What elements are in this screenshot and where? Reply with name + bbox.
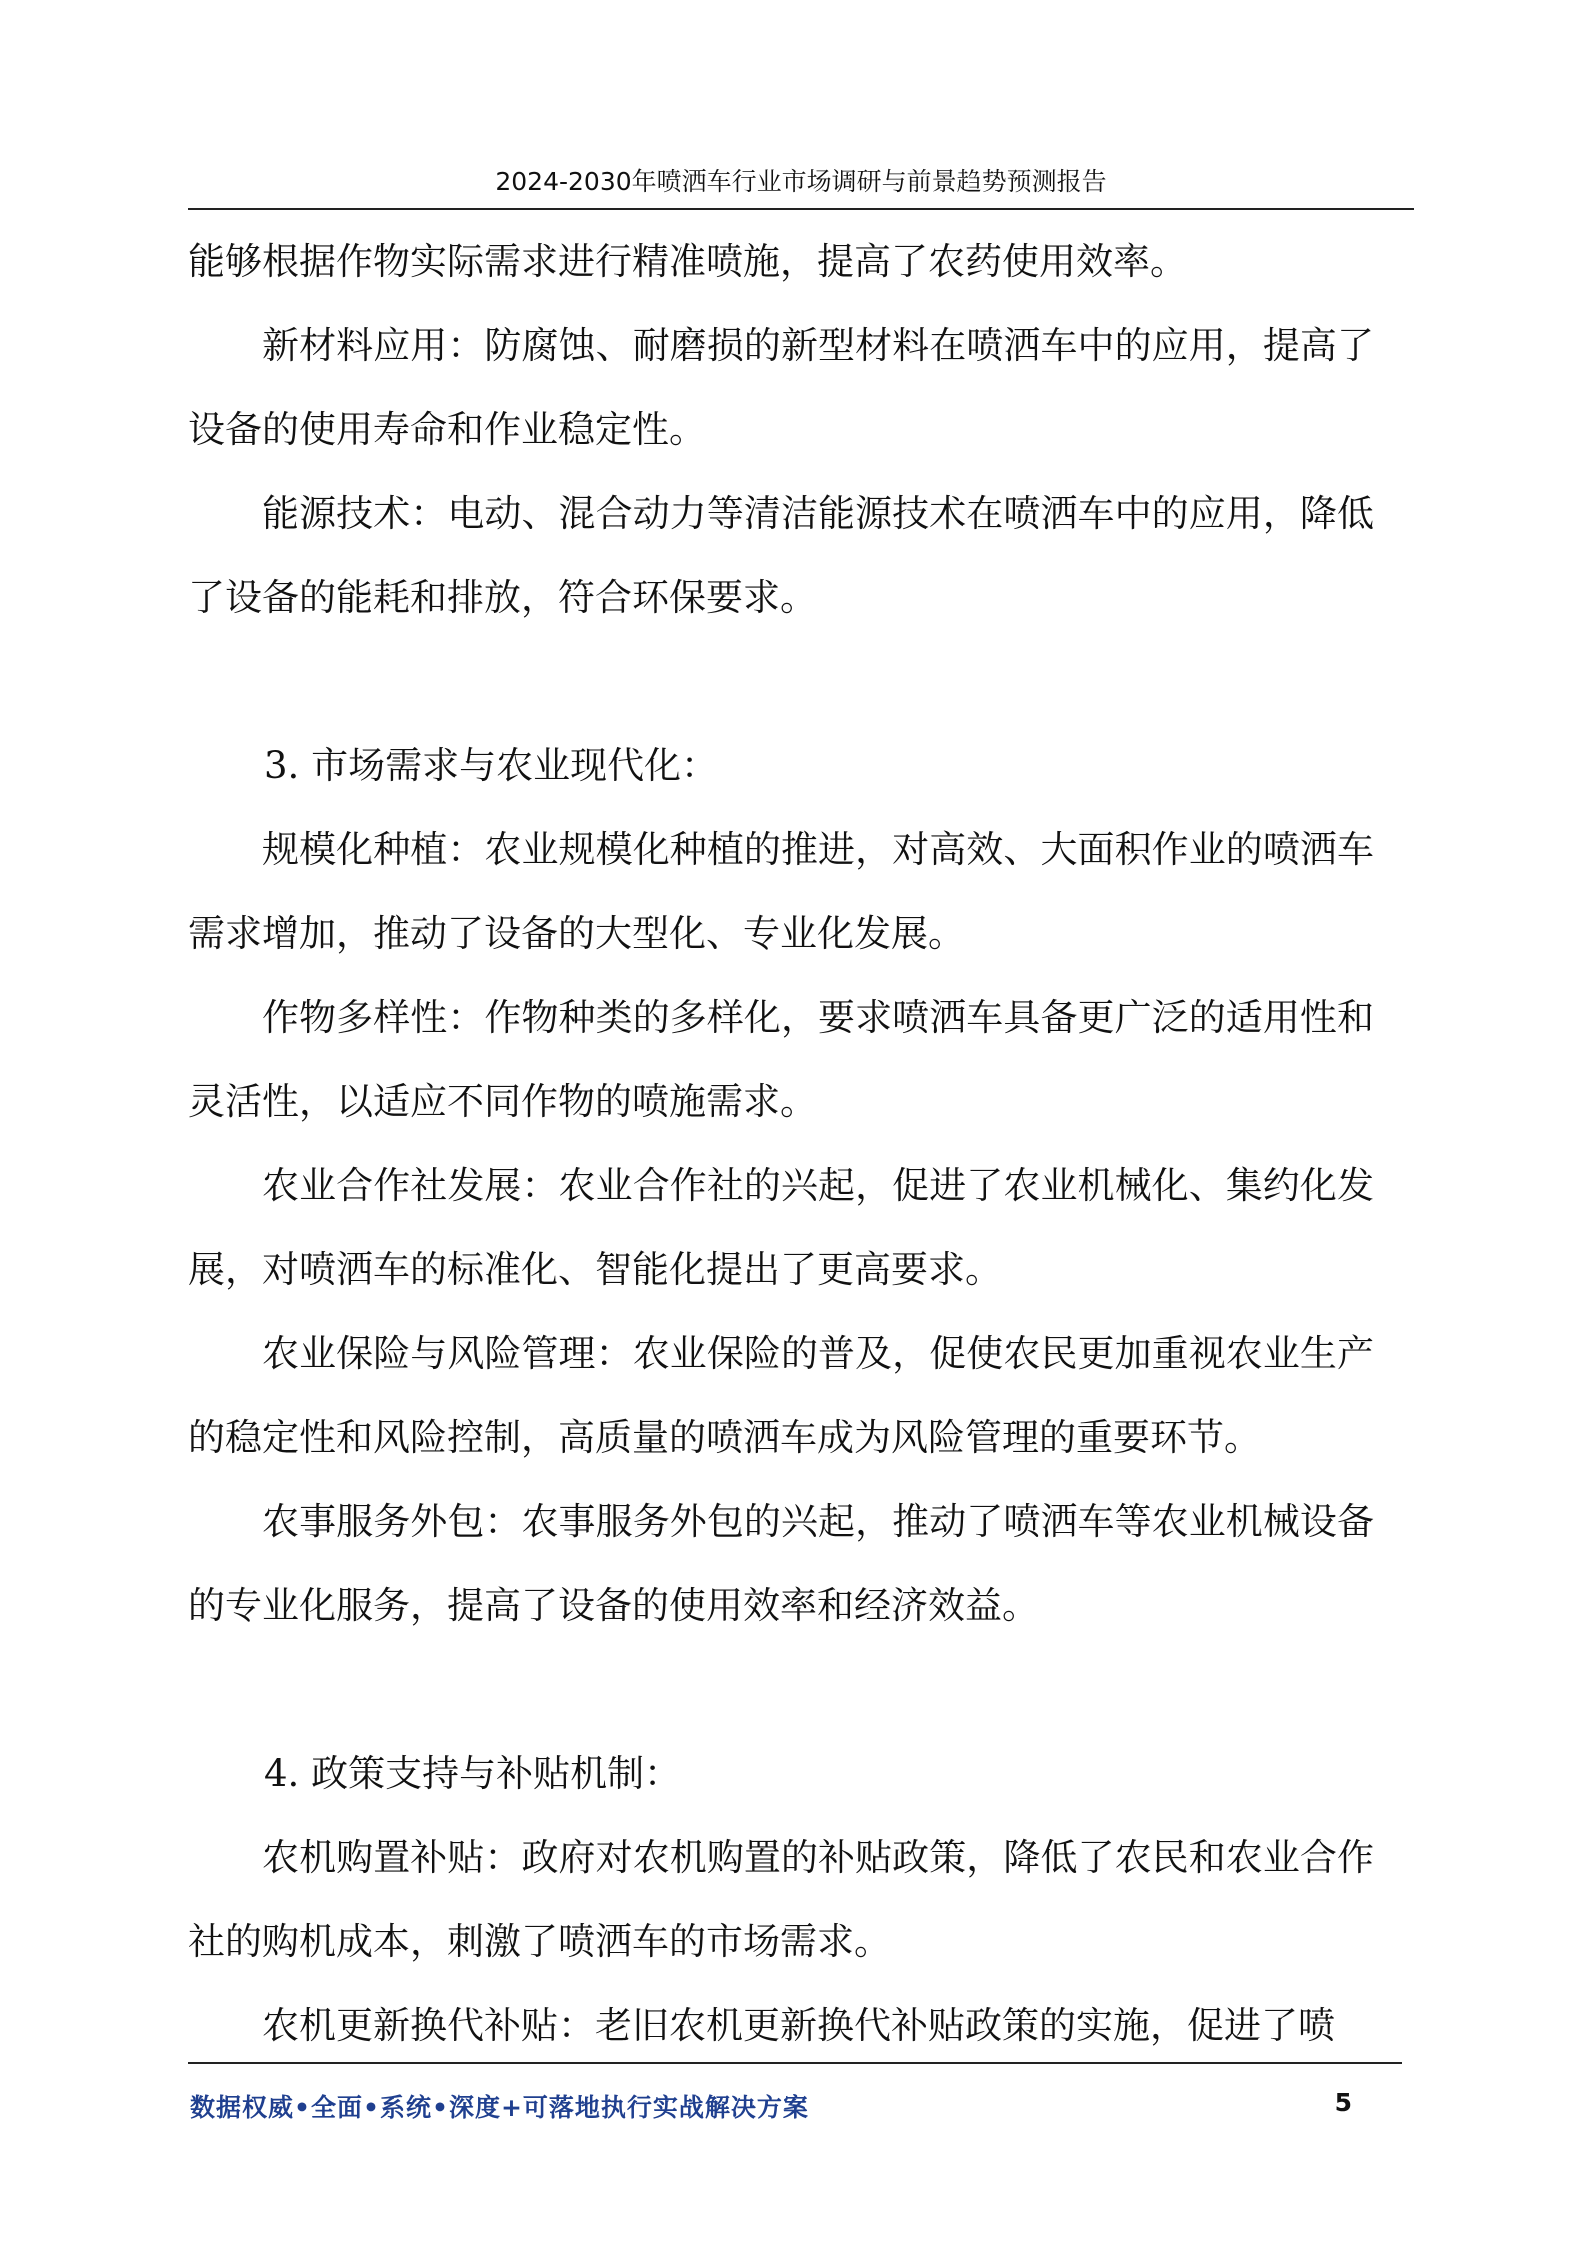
section-spacer [188, 1648, 1374, 1732]
paragraph-upgrade-subsidy: 农机更新换代补贴：老旧农机更新换代补贴政策的实施，促进了喷 [262, 2004, 1335, 2047]
paragraph-purchase-subsidy: 农机购置补贴：政府对农机购置的补贴政策，降低了农民和农业合作社的购机成本，刺激了喷洒车的市场需求。 [188, 1836, 1374, 1963]
section-spacer [188, 640, 1374, 724]
section-heading-4: 4. 政策支持与补贴机制： [264, 1752, 682, 1795]
paragraph-scale-planting: 规模化种植：农业规模化种植的推进，对高效、大面积作业的喷洒车需求增加，推动了设备的大型化、专业化发展。 [188, 828, 1374, 955]
paragraph-energy-tech: 能源技术：电动、混合动力等清洁能源技术在喷洒车中的应用，降低了设备的能耗和排放，符合环保要求。 [188, 492, 1374, 619]
paragraph-cooperatives: 农业合作社发展：农业合作社的兴起，促进了农业机械化、集约化发展，对喷洒车的标准化、智能化提出了更高要求。 [188, 1164, 1374, 1291]
paragraph-continuation: 能够根据作物实际需求进行精准喷施，提高了农药使用效率。 [188, 240, 1187, 283]
section-heading-3: 3. 市场需求与农业现代化： [264, 744, 719, 787]
paragraph-new-materials: 新材料应用：防腐蚀、耐磨损的新型材料在喷洒车中的应用，提高了设备的使用寿命和作业稳定性。 [188, 324, 1374, 451]
paragraph-insurance: 农业保险与风险管理：农业保险的普及，促使农民更加重视农业生产的稳定性和风险控制，高质量的喷洒车成为风险管理的重要环节。 [188, 1332, 1374, 1459]
footer-slogan: 数据权威•全面•系统•深度+可落地执行实战解决方案 [190, 2093, 809, 2122]
paragraph-outsourcing: 农事服务外包：农事服务外包的兴起，推动了喷洒车等农业机械设备的专业化服务，提高了设备的使用效率和经济效益。 [188, 1500, 1374, 1627]
page-number: 5 [1334, 2088, 1352, 2117]
body-content [188, 220, 1374, 2068]
report-header-title: 2024-2030年喷洒车行业市场调研与前景趋势预测报告 [495, 167, 1107, 196]
header-divider [188, 208, 1414, 210]
paragraph-crop-diversity: 作物多样性：作物种类的多样化，要求喷洒车具备更广泛的适用性和灵活性，以适应不同作物的喷施需求。 [188, 996, 1374, 1123]
footer-divider [188, 2062, 1402, 2064]
